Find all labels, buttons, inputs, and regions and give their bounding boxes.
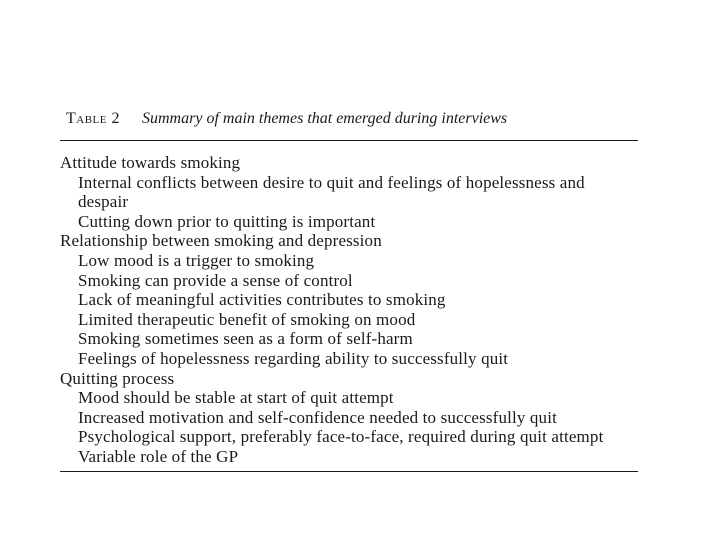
table-caption [66, 106, 638, 132]
section-attitude-towards-smoking [60, 153, 638, 231]
theme-item: Lack of meaningful activities contributes to smoking [78, 290, 446, 310]
theme-item: Internal conflicts between desire to quit and feelings of hopelessness and despair [78, 172, 585, 212]
themes-table [60, 106, 638, 472]
table-caption-text: Summary of main themes that emerged during interviews [142, 110, 508, 127]
theme-item: Variable role of the GP [78, 446, 239, 466]
theme-list [60, 388, 638, 466]
theme-item: Smoking can provide a sense of control [78, 270, 353, 290]
theme-item: Low mood is a trigger to smoking [78, 250, 315, 270]
theme-item: Increased motivation and self-confidence needed to successfully quit [78, 407, 557, 427]
theme-item: Psychological support, preferably face-to-face, required during quit attempt [78, 427, 604, 447]
theme-list [60, 173, 638, 232]
theme-item: Feelings of hopelessness regarding ability to successfully quit [78, 348, 509, 368]
section-heading: Quitting process [60, 368, 175, 388]
theme-item: Cutting down prior to quitting is important [78, 211, 376, 231]
section-relationship-smoking-depression [60, 231, 638, 368]
theme-item: Limited therapeutic benefit of smoking on mood [78, 309, 416, 329]
theme-item: Mood should be stable at start of quit attempt [78, 388, 394, 408]
section-heading: Attitude towards smoking [60, 153, 241, 172]
table-bottom-rule [60, 471, 638, 472]
theme-item: Smoking sometimes seen as a form of self-harm [78, 329, 413, 349]
table-body [60, 141, 638, 467]
section-quitting-process [60, 369, 638, 467]
theme-list [60, 251, 638, 369]
table-label: Table 2 [66, 110, 120, 127]
section-heading: Relationship between smoking and depression [60, 231, 382, 251]
